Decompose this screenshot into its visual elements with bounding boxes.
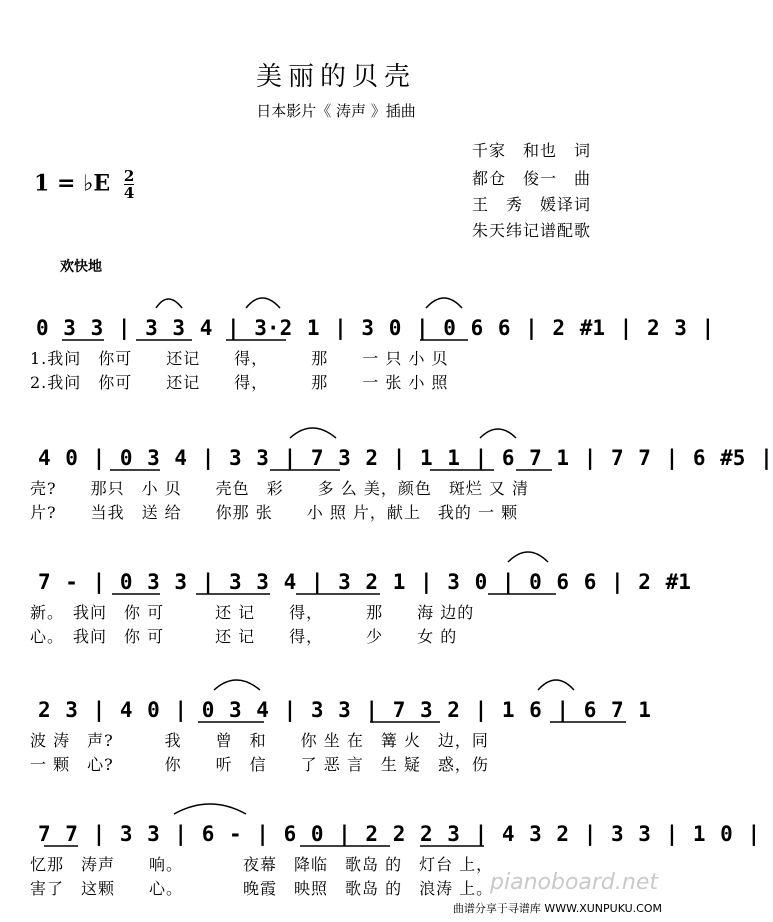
lyric-row-2-verse-1: 壳? 那只 小 贝 壳色 彩 多 么 美，颜色 斑烂 又 清 bbox=[30, 479, 530, 498]
site-footer: 曲谱分享于寻谱库 WWW.XUNPUKU.COM bbox=[452, 902, 662, 915]
watermark: pianoboard.net bbox=[490, 870, 658, 895]
notation-row-1: 0 3 3 | 3 3 4 | 3·2 1 | 3 0 | 0 6 6 | 2 #1 | 2 3 | bbox=[36, 316, 715, 340]
slur-mark bbox=[538, 680, 574, 690]
song-title: 美丽的贝壳 bbox=[255, 62, 416, 92]
song-subtitle: 日本影片《 涛声 》插曲 bbox=[256, 102, 416, 120]
key-label: 1 = ♭E bbox=[34, 170, 111, 197]
lyric-row-3-verse-1: 新。 我问 你 可 还 记 得， 那 海 边的 bbox=[30, 603, 475, 622]
slur-mark bbox=[508, 552, 548, 562]
credit-lyricist: 千家 和也 词 bbox=[472, 141, 592, 160]
slur-mark bbox=[214, 680, 260, 690]
notation-row-2: 4 0 | 0 3 4 | 3 3 | 7 3 2 | 1 1 | 6 7 1 | 7 7 | 6 #5 | bbox=[38, 446, 773, 470]
credit-arranger: 朱天纬记谱配歌 bbox=[472, 221, 592, 240]
slur-mark bbox=[480, 429, 516, 438]
lyric-row-1-verse-2: 2.我问 你可 还记 得， 那 一 张 小 照 bbox=[30, 373, 449, 392]
lyric-row-5-verse-2: 害了 这颗 心。 晚霞 映照 歌岛 的 浪涛 上。 bbox=[30, 879, 494, 898]
notation-row-5: 7 7 | 3 3 | 6 - | 6 0 | 2 2 2 3 | 4 3 2 | 3 3 | 1 0 | bbox=[38, 822, 761, 846]
lyric-row-5-verse-1: 忆那 涛声 响。 夜幕 降临 歌岛 的 灯台 上， bbox=[30, 855, 494, 874]
slur-mark bbox=[174, 804, 246, 814]
lyric-row-1-verse-1: 1.我问 你可 还记 得， 那 一 只 小 贝 bbox=[30, 349, 449, 368]
lyric-row-3-verse-2: 心。 我问 你 可 还 记 得， 少 女 的 bbox=[30, 627, 458, 646]
time-signature-bottom: 4 bbox=[123, 184, 135, 202]
time-signature bbox=[124, 168, 134, 201]
lyric-row-4-verse-1: 波 涛 声? 我 曾 和 你 坐 在 篝 火 边，同 bbox=[30, 731, 489, 750]
key-signature bbox=[34, 168, 134, 201]
slur-mark bbox=[426, 298, 462, 308]
tempo-marking: 欢快地 bbox=[60, 259, 102, 275]
credit-composer: 都仓 俊一 曲 bbox=[472, 169, 592, 188]
lyric-row-4-verse-2: 一 颗 心? 你 听 信 了 恶 言 生 疑 惑，伤 bbox=[30, 755, 489, 774]
slur-mark bbox=[156, 299, 182, 308]
notation-row-4: 2 3 | 4 0 | 0 3 4 | 3 3 | 7 3 2 | 1 6 | 6 7 1 bbox=[38, 698, 651, 722]
slur-mark bbox=[290, 428, 336, 438]
slur-mark bbox=[246, 298, 280, 308]
lyric-row-2-verse-2: 片? 当我 送 给 你那 张 小 照 片，献上 我的 一 颗 bbox=[30, 503, 519, 522]
notation-row-3: 7 - | 0 3 3 | 3 3 4 | 3 2 1 | 3 0 | 0 6 6 | 2 #1 bbox=[38, 570, 691, 594]
time-signature-top: 2 bbox=[123, 167, 135, 185]
credit-translator: 王 秀 媛译词 bbox=[472, 195, 592, 214]
